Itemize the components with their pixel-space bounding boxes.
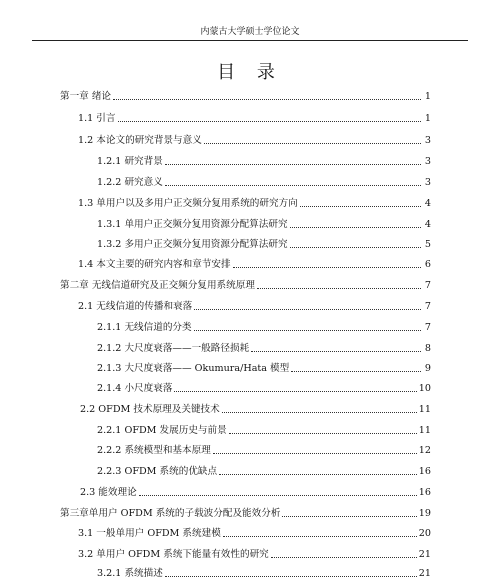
toc-entry-page: 11 (418, 404, 431, 415)
toc-entry[interactable] (97, 239, 431, 251)
toc-entry[interactable] (97, 177, 431, 189)
toc-entry-page: 9 (424, 363, 431, 374)
leader-dots (165, 164, 421, 165)
toc-entry-page: 1 (424, 91, 431, 102)
leader-dots (213, 453, 417, 454)
toc-entry-page: 11 (418, 425, 431, 436)
toc-entry-title: 2.2.1 OFDM 发展历史与前景 (97, 425, 227, 436)
toc-entry[interactable] (78, 198, 431, 210)
toc-entry-page: 19 (418, 508, 431, 519)
toc-entry[interactable] (80, 487, 431, 499)
toc-entry-page: 5 (424, 239, 431, 250)
toc-entry-title: 1.3.1 单用户正交频分复用资源分配算法研究 (97, 219, 288, 230)
toc-entry[interactable] (78, 301, 431, 313)
leader-dots (118, 121, 422, 122)
leader-dots (271, 557, 417, 558)
toc-entry-title: 2.2.3 OFDM 系统的优缺点 (97, 466, 218, 477)
toc-entry[interactable] (80, 404, 431, 416)
toc-entry[interactable] (60, 508, 431, 520)
toc-entry-title: 2.3 能效理论 (80, 487, 137, 498)
toc-entry-title: 2.2.2 系统模型和基本原理 (97, 445, 211, 456)
leader-dots (165, 185, 421, 186)
toc-entry-title: 1.1 引言 (78, 113, 116, 124)
toc-entry[interactable] (97, 322, 431, 334)
toc-entry[interactable] (78, 259, 431, 271)
toc-entry-title: 2.1.2 大尺度衰落——一般路径损耗 (97, 343, 250, 354)
toc-entry-page: 20 (418, 528, 431, 539)
toc-entry-page: 8 (424, 343, 431, 354)
leader-dots (300, 206, 421, 207)
toc-entry-page: 10 (418, 383, 431, 394)
toc-entry-title: 2.1.4 小尺度衰落 (97, 383, 173, 394)
toc-entry[interactable] (97, 568, 431, 580)
leader-dots (282, 516, 416, 517)
leader-dots (222, 412, 417, 413)
leader-dots (257, 288, 421, 289)
leader-dots (204, 143, 421, 144)
toc-entry-title: 3.1 一般单用户 OFDM 系统建模 (78, 528, 221, 539)
toc-entry-title: 1.2.1 研究背景 (97, 156, 163, 167)
toc-entry-page: 6 (424, 259, 431, 270)
toc-entry-title: 3.2.1 系统描述 (97, 568, 163, 579)
toc-entry-page: 1 (424, 113, 431, 124)
header-rule (32, 40, 468, 41)
leader-dots (139, 495, 417, 496)
toc-entry-page: 7 (424, 280, 431, 291)
toc-entry-page: 7 (424, 301, 431, 312)
toc-entry-page: 12 (418, 445, 431, 456)
leader-dots (219, 474, 417, 475)
leader-dots (233, 267, 421, 268)
toc-entry-title: 第二章 无线信道研究及正交频分复用系统原理 (60, 280, 255, 291)
toc-entry-title: 1.2 本论文的研究背景与意义 (78, 135, 202, 146)
toc-entry-title: 2.1.3 大尺度衰落—— Okumura/Hata 模型 (97, 363, 290, 374)
toc-entry-title: 1.2.2 研究意义 (97, 177, 163, 188)
toc-entry-page: 16 (418, 466, 431, 477)
leader-dots (229, 433, 417, 434)
leader-dots (290, 247, 421, 248)
toc-entry-page: 7 (424, 322, 431, 333)
leader-dots (251, 351, 421, 352)
running-header: 内蒙古大学硕士学位论文 (200, 27, 300, 37)
toc-entry[interactable] (60, 91, 431, 103)
leader-dots (290, 227, 421, 228)
leader-dots (194, 330, 421, 331)
toc-entry-page: 3 (424, 177, 431, 188)
toc-entry[interactable] (60, 280, 431, 292)
toc-entry[interactable] (78, 528, 431, 540)
toc-entry-page: 4 (424, 219, 431, 230)
toc-entry[interactable] (97, 383, 431, 395)
toc-entry-page: 4 (424, 198, 431, 209)
toc-entry-title: 2.1 无线信道的传播和衰落 (78, 301, 193, 312)
toc-title: 目 录 (217, 62, 283, 83)
toc-entry[interactable] (97, 466, 431, 478)
toc-entry[interactable] (78, 549, 431, 561)
toc-entry[interactable] (78, 113, 431, 125)
toc-entry-title: 3.2 单用户 OFDM 系统下能量有效性的研究 (78, 549, 269, 560)
toc-entry[interactable] (97, 343, 431, 355)
toc-entry[interactable] (97, 219, 431, 231)
toc-entry-title: 2.2 OFDM 技术原理及关键技术 (80, 404, 220, 415)
leader-dots (174, 391, 416, 392)
leader-dots (223, 536, 417, 537)
leader-dots (165, 576, 417, 577)
toc-entry[interactable] (97, 445, 431, 457)
toc-entry[interactable] (97, 363, 431, 375)
toc-entry-page: 16 (418, 487, 431, 498)
toc-entry[interactable] (97, 156, 431, 168)
toc-entry-title: 2.1.1 无线信道的分类 (97, 322, 192, 333)
leader-dots (113, 99, 421, 100)
toc-entry-page: 21 (418, 549, 431, 560)
toc-entry-title: 1.4 本文主要的研究内容和章节安排 (78, 259, 231, 270)
toc-entry[interactable] (97, 425, 431, 437)
toc-entry-page: 3 (424, 135, 431, 146)
leader-dots (194, 309, 421, 310)
toc-entry-page: 21 (418, 568, 431, 579)
leader-dots (291, 371, 421, 372)
toc-entry-title: 第一章 绪论 (60, 91, 112, 102)
toc-entry[interactable] (78, 135, 431, 147)
toc-entry-page: 3 (424, 156, 431, 167)
toc-entry-title: 1.3 单用户以及多用户正交频分复用系统的研究方向 (78, 198, 298, 209)
toc-entry-title: 1.3.2 多用户正交频分复用资源分配算法研究 (97, 239, 288, 250)
toc-entry-title: 第三章单用户 OFDM 系统的子载波分配及能效分析 (60, 508, 281, 519)
